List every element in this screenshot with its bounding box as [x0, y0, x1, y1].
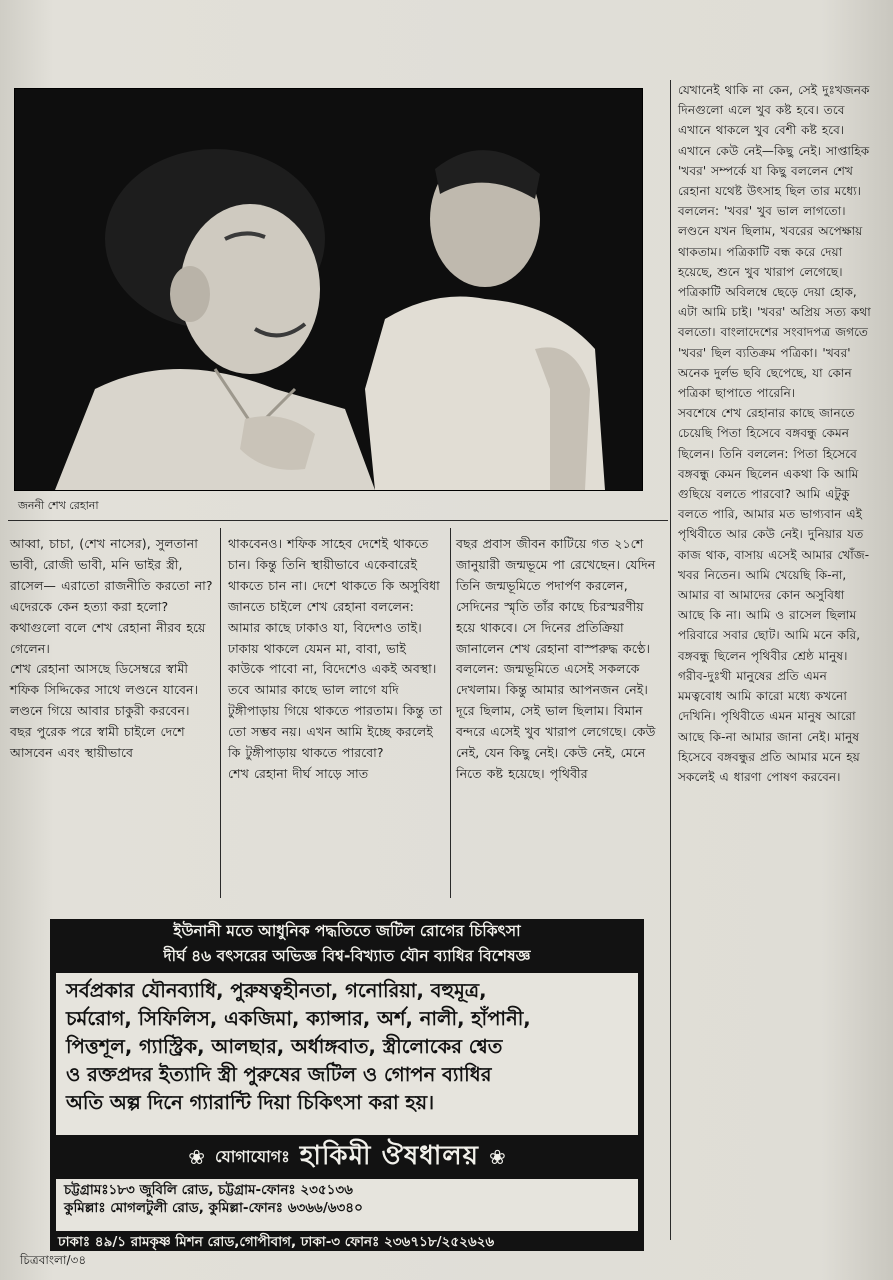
address-line: কুমিল্লাঃ মোগলটুলী রোড, কুমিল্লা-ফোনঃ ৬৩৬৬/৬৩৪০ [64, 1200, 363, 1216]
ad-addresses [56, 1179, 638, 1250]
flower-icon: ❀ [489, 1145, 506, 1169]
ad-disease-list [56, 973, 638, 1135]
contact-label: যোগাযোগঃ [214, 1146, 290, 1166]
paragraph: শেখ রেহানা আসছে ডিসেম্বরে স্বামী শফিক সিদ্দিকের সাথে লণ্ডনে যাবেন। লণ্ডনে গিয়ে আবার চাকুরী করবেন। বছর পুরেক পরে স্বামী চাইলে দেশে আসবেন এবং স্থায়ীভাবে [10, 661, 199, 761]
ad-body-line: পিত্তশূল, গ্যাস্ট্রিক, আলছার, অর্ধাঙ্গবাত, স্ত্রীলোকের শ্বেত [66, 1035, 503, 1058]
address-line: ঢাকাঃ ৪৯/১ রামকৃষ্ণ মিশন রোড,গোপীবাগ, ঢাকা-৩ ফোনঃ ২৩৬৭১৮/২৫২৬২৬ [50, 1233, 644, 1251]
advertisement-hakimi [50, 919, 644, 1250]
ad-body-line: ও রক্তপ্রদর ইত্যাদি স্ত্রী পুরুষের জটিল ও গোপন ব্যাধির [66, 1063, 492, 1086]
article-column-4 [678, 80, 873, 787]
article-column-3 [456, 534, 666, 785]
photo-caption: জননী শেখ রেহানা [18, 499, 99, 512]
page-number: চিত্রবাংলা/৩৪ [20, 1253, 87, 1267]
ad-headline-line: দীর্ঘ ৪৬ বৎসরের অভিজ্ঞ বিশ্ব-বিখ্যাত যৌন ব্যাধির বিশেষজ্ঞ [163, 947, 531, 965]
paragraph: যেখানেই থাকি না কেন, সেই দুঃখজনক দিনগুলো এলে খুব কষ্ট হবে। তবে এখানে থাকলে খুব বেশী কষ্ট হবে। এখানে কেউ নেই—কিছু নেই। সাপ্তাহিক 'খবর' সম্পর্কে যা কিছু বললেন শেখ রেহানা যথেষ্ট উৎসাহ ছিল তার মধ্যে। বললেন: 'খবর' খুব ভাল লাগতো। লণ্ডনে যখন ছিলাম, খবরের অপেক্ষায় থাকতাম। পত্রিকাটি বন্ধ করে দেয়া হয়েছে, শুনে খুব খারাপ লেগেছে। পত্রিকাটি অবিলম্বে ছেড়ে দেয়া হোক, এটা আমি চাই। 'খবর' অপ্রিয় সত্য কথা বলতো। বাংলাদেশের সংবাদপত্র জগতে 'খবর' ছিল ব্যতিক্রম পত্রিকা। 'খবর' অনেক দুর্লভ ছবি ছেপেছে, যা কোন পত্রিকা ছাপাতে পারেনি। [678, 83, 871, 401]
shop-name: হাকিমী ঔষধালয় [299, 1141, 479, 1171]
ad-body-line: চর্মরোগ, সিফিলিস, একজিমা, ক্যান্সার, অর্শ, নালী, হাঁপানী, [66, 1007, 531, 1030]
address-line: চট্টগ্রামঃ১৮৩ জুবিলি রোড, চট্টগ্রাম-ফোনঃ ২৩৫১৩৬ [64, 1182, 353, 1198]
paragraph: সবশেষে শেখ রেহানার কাছে জানতে চেয়েছি পিতা হিসেবে বঙ্গবন্ধু কেমন ছিলেন। তিনি বললেন: পিতা হিসেবে বঙ্গবন্ধু কেমন ছিলেন একথা কি আমি গুছিয়ে বলতে পারবো? আমি এটুকু বলতে পারি, আমার মত ভাগ্যবান এই পৃথিবীতে আর কেউ নেই। দুনিয়ার যত কাজ থাক, বাসায় এসেই আমার খোঁজ-খবর নিতেন। আমি খেয়েছি কি-না, আমার বা আমাদের কোন অসুবিধা আছে কি না। আমি ও রাসেল ছিলাম পরিবারে সবার ছোট। আমি মনে করি, বঙ্গবন্ধু ছিলেন পৃথিবীর শ্রেষ্ঠ মানুষ। গরীব-দুঃখী মানুষের প্রতি এমন মমত্ববোধ আমি কারো মধ্যে কখনো দেখিনি। পৃথিবীতে এমন মানুষ আরো আছে কি-না আমার জানা নেই। মানুষ হিসেবে বঙ্গবন্ধুর প্রতি আমার মনে হয় সকলেই এ ধারণা পোষণ করবেন। [678, 406, 870, 784]
article-column-1 [10, 534, 214, 764]
column-divider [220, 528, 221, 898]
paragraph: বছর প্রবাস জীবন কাটিয়ে গত ২১শে জানুয়ারী জন্মভূমে পা রেখেছেন। যেদিন তিনি জন্মভূমিতে পদার্পণ করলেন, সেদিনের স্মৃতি তাঁর কাছে চিরস্মরণীয় হয়ে থাকবে। সে দিনের প্রতিক্রিয়া জানালেন শেখ রেহানা বাস্পরুদ্ধ কণ্ঠে। বললেন: জন্মভূমিতে এসেই সকলকে দেখলাম। কিন্তু আমার আপনজন নেই। দূরে ছিলাম, সেই ভাল ছিলাম। বিমান বন্দরে এসেই খুব খারাপ লেগেছে। কেউ নেই, যেন কিছু নেই। কেউ নেই, মেনে নিতে কষ্ট হয়েছে। পৃথিবীর [456, 536, 656, 781]
photo-illustration [15, 89, 642, 490]
ad-contact-band [50, 1137, 644, 1177]
paragraph: শেখ রেহানা দীর্ঘ সাড়ে সাত [228, 765, 369, 781]
photo-mother-and-child [14, 88, 643, 491]
article-column-2 [228, 534, 446, 785]
column-divider [670, 80, 671, 1240]
divider [8, 520, 668, 521]
ad-body-line: সর্বপ্রকার যৌনব্যাধি, পুরুষত্বহীনতা, গনোরিয়া, বহুমূত্র, [66, 979, 487, 1002]
paragraph: থাকবেনও। শফিক সাহেব দেশেই থাকতে চান। কিন্তু তিনি স্থায়ীভাবে একেবারেই থাকতে চান না। দেশে থাকতে কি অসুবিধা জানতে চাইলে শেখ রেহানা বললেন: আমার কাছে ঢাকাও যা, বিদেশও তাই। ঢাকায় থাকলে যেমন মা, বাবা, ভাই কাউকে পাবো না, বিদেশেও একই অবস্থা। তবে আমার কাছে ভাল লাগে যদি টুঙ্গীপাড়ায় গিয়ে থাকতে পারতাম। কিন্তু তা তো সম্ভব নয়। এখন আমি ইচ্ছে করলেই কি টুঙ্গীপাড়ায় থাকতে পারবো? [228, 536, 443, 761]
column-divider [450, 528, 451, 898]
ad-headline-line: ইউনানী মতে আধুনিক পদ্ধতিতে জটিল রোগের চিকিৎসা [173, 922, 521, 940]
paragraph: আব্বা, চাচা, (শেখ নাসের), সুলতানা ভাবী, রোজী ভাবী, মনি ভাইর স্ত্রী, রাসেল— এরাতো রাজনীতি করতো না? এদেরকে কেন হত্যা করা হলো? কথাগুলো বলে শেখ রেহানা নীরব হয়ে গেলেন। [10, 536, 213, 656]
flower-icon: ❀ [188, 1145, 205, 1169]
ad-headline [50, 919, 644, 971]
ad-body-line: অতি অল্প দিনে গ্যারান্টি দিয়া চিকিৎসা করা হয়। [66, 1091, 435, 1114]
